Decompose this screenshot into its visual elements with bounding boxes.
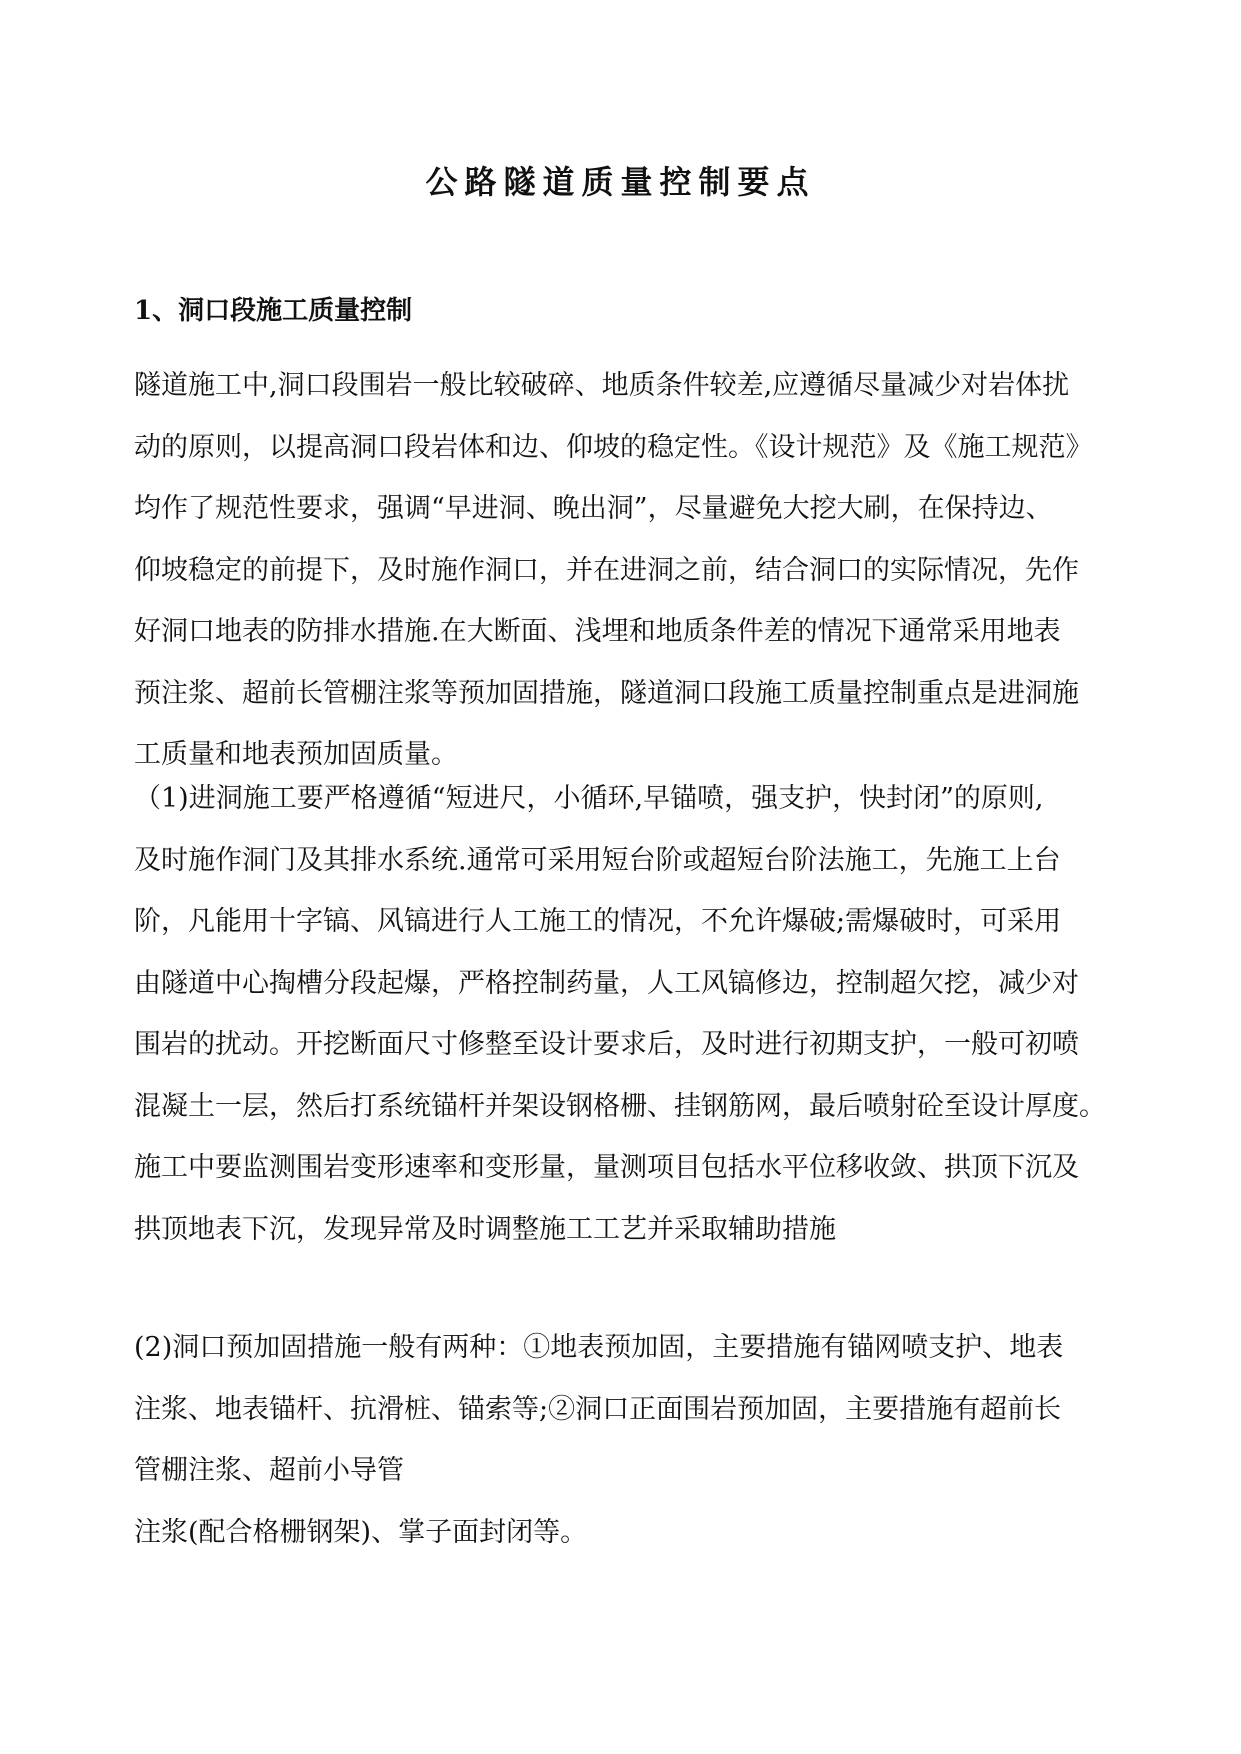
paragraph-line: 预注浆、超前长管棚注浆等预加固措施，隧道洞口段施工质量控制重点是进洞施 <box>134 677 1079 709</box>
paragraph-line: 及时施作洞门及其排水系统.通常可采用短台阶或超短台阶法施工，先施工上台 <box>134 844 1061 876</box>
paragraph-line: 注浆(配合格栅钢架)、掌子面封闭等。 <box>134 1516 588 1548</box>
paragraph-line: 由隧道中心掏槽分段起爆，严格控制药量，人工风镐修边，控制超欠挖，减少对 <box>134 967 1079 999</box>
paragraph-line: 围岩的扰动。开挖断面尺寸修整至设计要求后，及时进行初期支护，一般可初喷 <box>134 1029 1079 1060</box>
paragraph-2 <box>134 768 1140 1260</box>
paragraph-line: 混凝土一层，然后打系统锚杆并架设钢格栅、挂钢筋网，最后喷射砼至设计厚度。 <box>134 1090 1106 1122</box>
paragraph-1 <box>134 355 1140 786</box>
paragraph-3 <box>134 1317 1140 1563</box>
paragraph-line: 拱顶地表下沉，发现异常及时调整施工工艺并采取辅助措施 <box>134 1213 836 1245</box>
paragraph-line: 仰坡稳定的前提下，及时施作洞口，并在进洞之前，结合洞口的实际情况，先作 <box>134 554 1079 586</box>
paragraph-line: （1)进洞施工要严格遵循“短进尺，小循环,早锚喷，强支护，快封闭”的原则, <box>134 783 1044 814</box>
paragraph-line: 阶，凡能用十字镐、风镐进行人工施工的情况，不允许爆破;需爆破时，可采用 <box>134 906 1062 937</box>
paragraph-line: 施工中要监测围岩变形速率和变形量，量测项目包括水平位移收敛、拱顶下沉及 <box>134 1152 1079 1183</box>
paragraph-line: 均作了规范性要求，强调“早进洞、晚出洞”，尽量避免大挖大刷，在保持边、 <box>134 493 1053 524</box>
document-title: 公路隧道质量控制要点 <box>425 163 816 201</box>
section-heading: 1、洞口段施工质量控制 <box>134 296 413 326</box>
paragraph-line: 工质量和地表预加固质量。 <box>134 739 458 770</box>
paragraph-line: 注浆、地表锚杆、抗滑桩、锚索等;②洞口正面围岩预加固，主要措施有超前长 <box>134 1393 1062 1425</box>
paragraph-line: (2)洞口预加固措施一般有两种：①地表预加固，主要措施有锚网喷支护、地表 <box>134 1332 1064 1363</box>
paragraph-line: 管棚注浆、超前小导管 <box>134 1455 404 1486</box>
paragraph-line: 好洞口地表的防排水措施.在大断面、浅埋和地质条件差的情况下通常采用地表 <box>134 616 1061 647</box>
paragraph-line: 动的原则，以提高洞口段岩体和边、仰坡的稳定性。《设计规范》及《施工规范》 <box>134 431 1093 463</box>
paragraph-line: 隧道施工中,洞口段围岩一般比较破碎、地质条件较差,应遵循尽量减少对岩体扰 <box>134 370 1070 401</box>
